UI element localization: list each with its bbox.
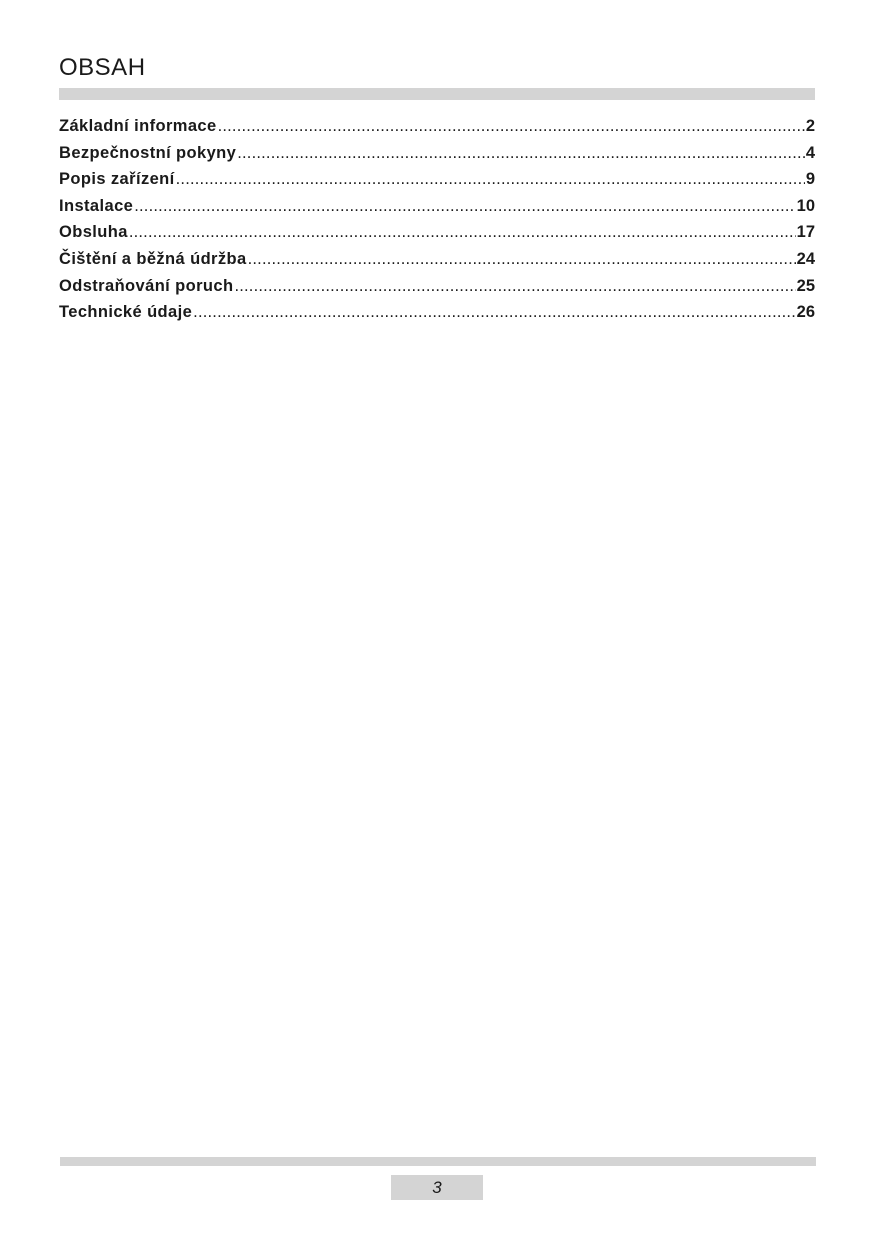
toc-entry[interactable] [59, 193, 815, 220]
toc-entry-label: Obsluha [59, 223, 128, 242]
toc-entry-page: 10 [796, 196, 815, 215]
toc-entry[interactable] [59, 273, 815, 300]
toc-entry[interactable] [59, 140, 815, 167]
toc-entry-label: Popis zařízení [59, 170, 175, 189]
page-number: 3 [432, 1177, 442, 1197]
toc-dot-leader [234, 273, 795, 299]
page-number-box [391, 1175, 483, 1200]
toc-entry-page: 9 [805, 170, 815, 189]
footer-divider [60, 1157, 816, 1166]
toc-entry-page: 26 [796, 303, 815, 322]
toc-entry[interactable] [59, 246, 815, 273]
toc-entry-page: 4 [805, 143, 815, 162]
toc-entry-label: Odstraňování poruch [59, 276, 234, 295]
toc-entry[interactable] [59, 113, 815, 140]
toc-dot-leader [193, 299, 795, 325]
toc-dot-leader [248, 246, 796, 272]
table-of-contents [59, 113, 815, 326]
toc-dot-leader [237, 140, 805, 166]
toc-entry-page: 25 [796, 276, 815, 295]
header-divider [59, 88, 815, 100]
toc-entry-page: 24 [796, 249, 815, 268]
toc-entry-page: 17 [796, 223, 815, 242]
toc-dot-leader [129, 219, 796, 245]
toc-entry[interactable] [59, 166, 815, 193]
toc-entry-label: Instalace [59, 196, 134, 215]
toc-entry[interactable] [59, 299, 815, 326]
toc-entry-label: Technické údaje [59, 303, 193, 322]
toc-entry-label: Základní informace [59, 117, 217, 135]
toc-entry-label: Bezpečnostní pokyny [59, 143, 237, 162]
toc-entry-page: 2 [805, 117, 815, 135]
toc-entry-label: Čištění a běžná údržba [59, 249, 247, 268]
toc-dot-leader [176, 166, 805, 192]
toc-dot-leader [134, 193, 795, 219]
toc-dot-leader [218, 113, 805, 139]
page-title: OBSAH [59, 54, 146, 81]
toc-entry[interactable] [59, 219, 815, 246]
